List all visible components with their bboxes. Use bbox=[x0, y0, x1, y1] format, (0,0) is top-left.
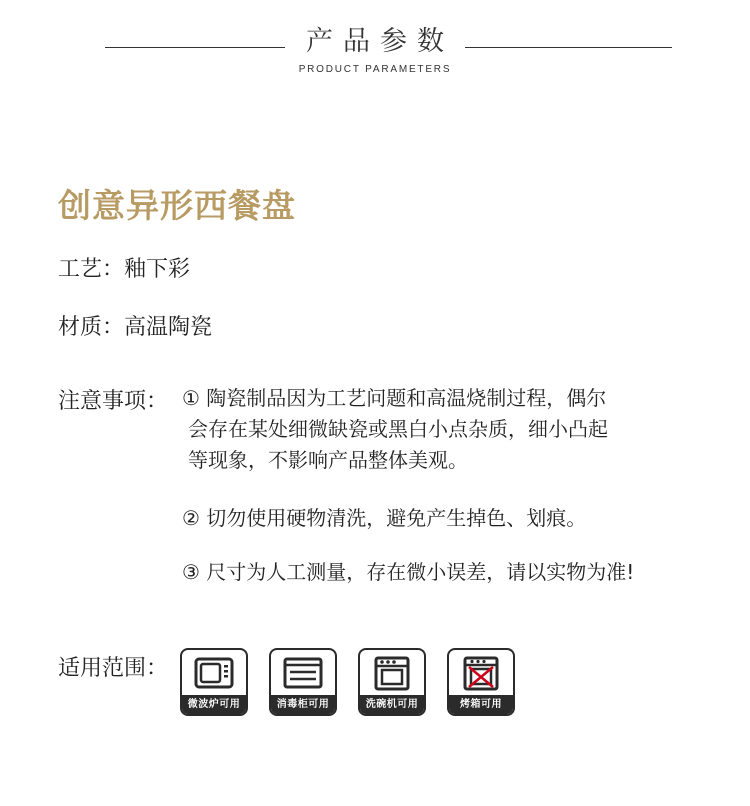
usage-icons bbox=[180, 648, 515, 716]
usage-card-disinfection-cabinet bbox=[269, 648, 337, 716]
note-number: ① bbox=[182, 386, 200, 410]
header-divider-right bbox=[465, 47, 672, 48]
section-header bbox=[0, 22, 750, 82]
note-number: ③ bbox=[182, 560, 200, 584]
note-number: ② bbox=[182, 506, 200, 530]
usage-card-microwave bbox=[180, 648, 248, 716]
product-name: 创意异形西餐盘 bbox=[58, 186, 296, 225]
note-text: 陶瓷制品因为工艺问题和高温烧制过程，偶尔 bbox=[206, 386, 607, 410]
spec-material: 材质：高温陶瓷 bbox=[58, 315, 213, 340]
usage-card-label: 烤箱可用 bbox=[449, 695, 513, 714]
spec-craft: 工艺：釉下彩 bbox=[58, 257, 191, 282]
note-text: 尺寸为人工测量，存在微小误差，请以实物为准! bbox=[206, 560, 635, 584]
usage-card-label: 洗碗机可用 bbox=[360, 695, 424, 714]
section-title: 产品参数 bbox=[306, 26, 454, 57]
note-text-continued-2: 等现象，不影响产品整体美观。 bbox=[188, 448, 468, 472]
note-item-3 bbox=[182, 557, 702, 588]
usage-card-oven bbox=[447, 648, 515, 716]
note-text: 切勿使用硬物清洗，避免产生掉色、划痕。 bbox=[206, 506, 587, 530]
note-item-1 bbox=[182, 383, 702, 476]
oven-crossed-icon bbox=[461, 655, 501, 693]
microwave-icon bbox=[194, 655, 234, 693]
usage-card-label: 微波炉可用 bbox=[182, 695, 246, 714]
usage-label: 适用范围： bbox=[58, 656, 169, 681]
section-subtitle: PRODUCT PARAMETERS bbox=[298, 64, 452, 75]
usage-card-dishwasher bbox=[358, 648, 426, 716]
note-item-2 bbox=[182, 503, 702, 534]
notes-label: 注意事项： bbox=[58, 389, 169, 414]
disinfection-cabinet-icon bbox=[283, 655, 323, 693]
note-text-continued: 会存在某处细微缺瓷或黑白小点杂质，细小凸起 bbox=[188, 417, 608, 441]
usage-card-label: 消毒柜可用 bbox=[271, 695, 335, 714]
dishwasher-icon bbox=[372, 655, 412, 693]
